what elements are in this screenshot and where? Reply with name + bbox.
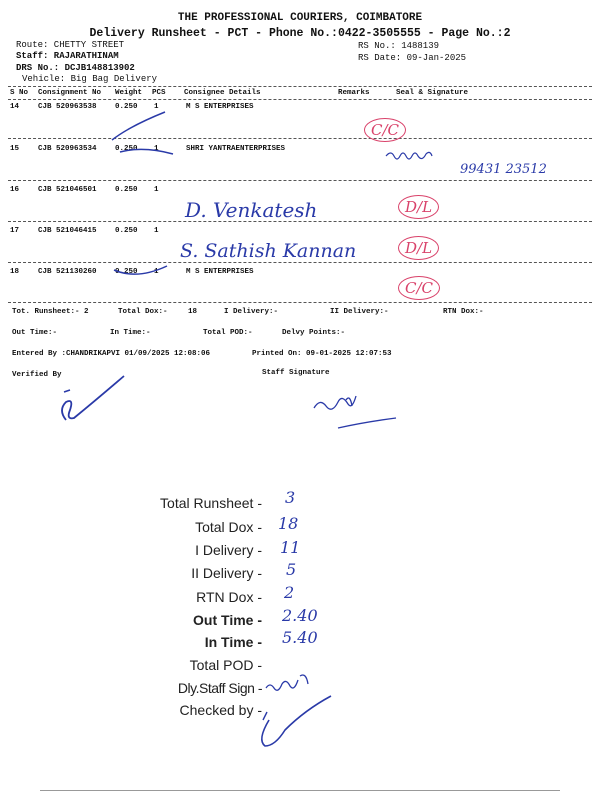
stamp-value-runsheet: 3	[285, 488, 296, 507]
row-cno: CJB 521046415	[38, 227, 97, 235]
divider	[8, 302, 592, 303]
row-consignee: SHRI YANTRAENTERPRISES	[186, 145, 286, 153]
strike-mark-icon	[112, 262, 172, 282]
row-cno: CJB 520963534	[38, 145, 97, 153]
col-consignment: Consignment No	[38, 89, 102, 97]
tot-dox: Total Dox:-	[118, 308, 168, 316]
rs-date: RS Date: 09-Jan-2025	[358, 53, 467, 63]
drs-number: DRS No.: DCJB148813902	[16, 63, 135, 73]
delvy-points: Delvy Points:-	[282, 329, 346, 337]
ii-delivery: II Delivery:-	[330, 308, 389, 316]
stamp-label-dox: Total Dox -	[195, 519, 262, 535]
col-seal: Seal & Signature	[396, 89, 469, 97]
divider	[8, 180, 592, 181]
stamp-label-runsheet: Total Runsheet -	[160, 495, 262, 511]
stamp-value-dox: 18	[278, 514, 299, 533]
row-sno: 15	[10, 145, 20, 153]
row-consignee: M S ENTERPRISES	[186, 103, 254, 111]
stamp-cic: C/C	[364, 118, 406, 142]
phone-handwritten: 99431 23512	[460, 162, 547, 177]
row-pcs: 1	[154, 227, 159, 235]
row-cno: CJB 521130260	[38, 268, 97, 276]
stamp-value-out-time: 2.40	[282, 606, 318, 625]
divider	[8, 262, 592, 263]
verified-by: Verified By	[12, 371, 62, 379]
entered-by: Entered By :CHANDRIKAPVI 01/09/2025 12:08:06	[12, 350, 211, 358]
vehicle: Vehicle: Big Bag Delivery	[22, 74, 158, 84]
stamp-dil-16: D/L	[398, 195, 439, 219]
stamp-value-rtn-dox: 2	[284, 583, 295, 602]
row-pcs: 1	[154, 145, 159, 153]
stamp-label-checked-by: Checked by -	[179, 702, 262, 718]
row-weight: 0.250	[115, 103, 138, 111]
col-remarks: Remarks	[338, 89, 370, 97]
stamp-value-in-time: 5.40	[282, 628, 318, 647]
stamp-label-staff-sign: Dly.Staff Sign -	[177, 680, 262, 696]
staff-signature-label: Staff Signature	[262, 369, 330, 377]
name-handwritten-17: S. Sathish Kannan	[180, 240, 357, 262]
verifier-signature-icon	[56, 370, 126, 430]
stamp-cic-18: C/C	[398, 276, 440, 300]
tot-dox-value: 18	[188, 308, 198, 316]
row-weight: 0.250	[115, 186, 138, 194]
row-sno: 17	[10, 227, 20, 235]
runsheet-title: Delivery Runsheet - PCT - Phone No.:0422-3505555 - Page No.:2	[89, 27, 511, 40]
staff-signature-icon	[310, 388, 400, 433]
in-time: In Time:-	[110, 329, 151, 337]
row-sno: 16	[10, 186, 20, 194]
i-delivery: I Delivery:-	[224, 308, 279, 316]
col-weight: Weight	[115, 89, 143, 97]
out-time: Out Time:-	[12, 329, 58, 337]
row-weight: 0.250	[115, 227, 138, 235]
stamp-label-total-pod: Total POD -	[189, 657, 262, 673]
col-pcs: PCS	[152, 89, 166, 97]
name-handwritten-16: D. Venkatesh	[185, 198, 318, 222]
row-pcs: 1	[154, 268, 159, 276]
stamp-label-rtn-dox: RTN Dox -	[196, 589, 262, 605]
stamp-label-i-delivery: I Delivery -	[195, 542, 262, 558]
row-sno: 18	[10, 268, 20, 276]
row-consignee: M S ENTERPRISES	[186, 268, 254, 276]
stamp-label-in-time: In Time -	[204, 634, 262, 650]
company-name: THE PROFESSIONAL COURIERS, COIMBATORE	[177, 12, 423, 24]
divider	[8, 86, 592, 87]
staff: Staff: RAJARATHINAM	[16, 51, 119, 61]
route: Route: CHETTY STREET	[16, 40, 125, 50]
row-cno: CJB 520963538	[38, 103, 97, 111]
col-consignee: Consignee Details	[184, 89, 261, 97]
row-sno: 14	[10, 103, 20, 111]
stamp-label-ii-delivery: II Delivery -	[191, 565, 262, 581]
tot-runsheet: Tot. Runsheet:- 2	[12, 308, 89, 316]
row-pcs: 1	[154, 103, 159, 111]
stamp-value-ii-delivery: 5	[286, 560, 297, 579]
stamp-label-out-time: Out Time -	[193, 612, 262, 628]
printed-on: Printed On: 09-01-2025 12:07:53	[252, 350, 392, 358]
checked-by-signature-icon	[255, 690, 335, 750]
row-pcs: 1	[154, 186, 159, 194]
row-weight: 0.250	[115, 145, 138, 153]
strike-mark-icon	[118, 140, 178, 160]
total-pod: Total POD:-	[203, 329, 253, 337]
col-sno: S No	[10, 89, 29, 97]
rtn-dox: RTN Dox:-	[443, 308, 484, 316]
page-edge-line	[40, 790, 560, 791]
rs-number: RS No.: 1488139	[358, 41, 440, 51]
stamp-dil-17: D/L	[398, 236, 439, 260]
consignee-signature-icon	[384, 148, 444, 162]
divider	[8, 138, 592, 139]
row-cno: CJB 521046501	[38, 186, 97, 194]
divider	[8, 99, 592, 100]
row-weight: 0.250	[115, 268, 138, 276]
stamp-value-i-delivery: 11	[280, 538, 301, 557]
